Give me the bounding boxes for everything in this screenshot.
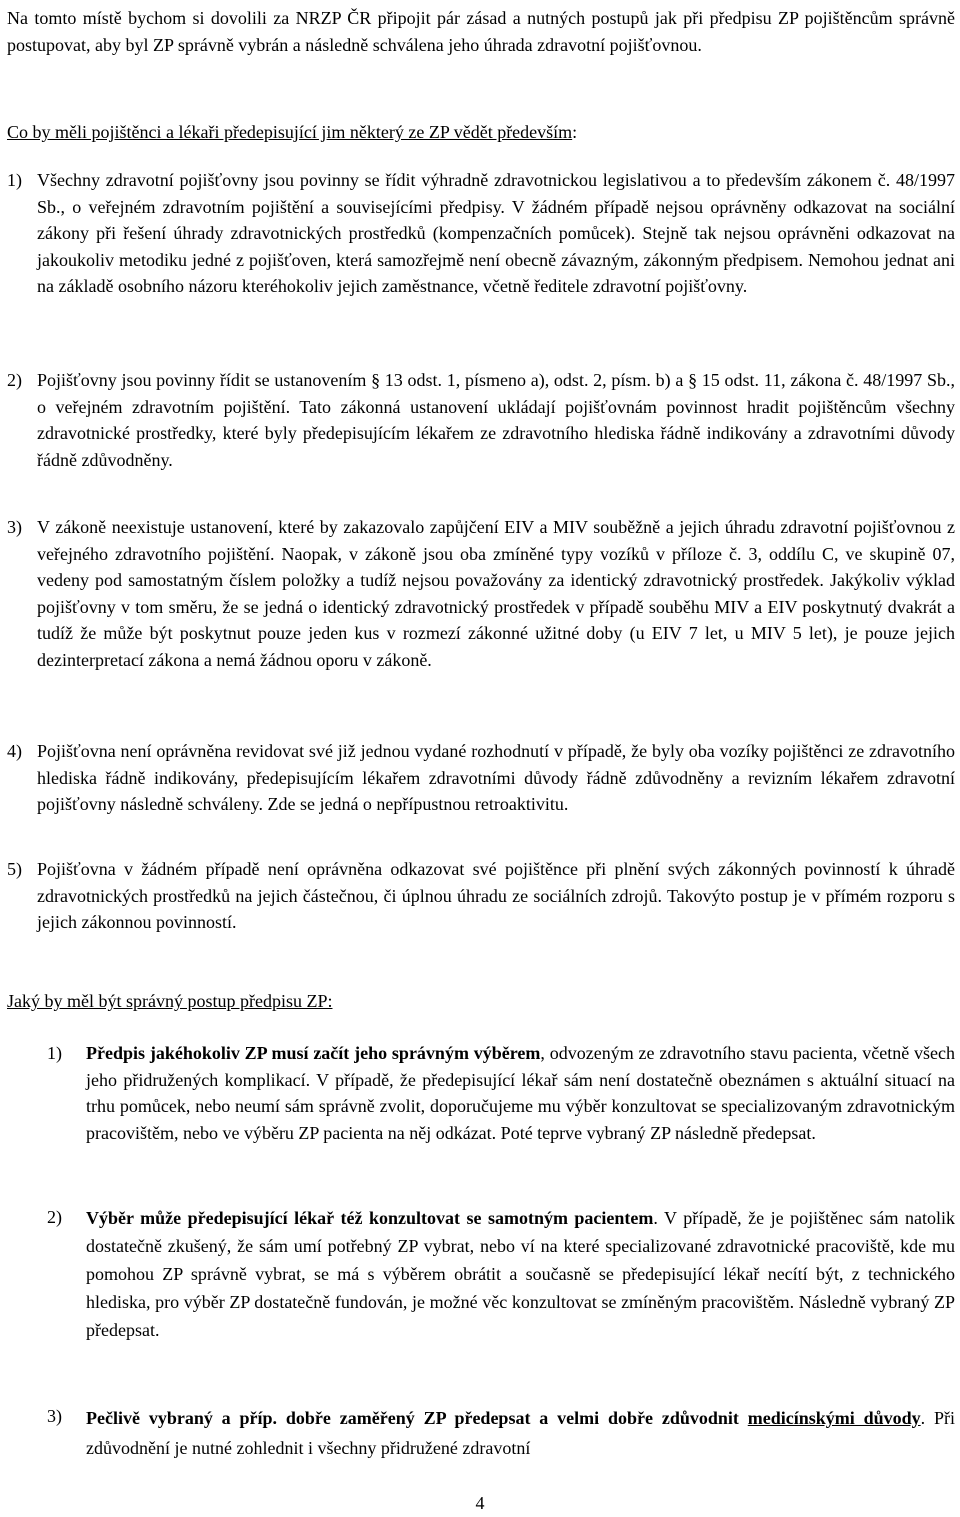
rule-item-label: 2): [7, 370, 22, 390]
section-heading-procedure: Jaký by měl být správný postup předpisu ZP:: [7, 991, 333, 1011]
document-page: [7, 0, 955, 1517]
procedure-item-label: 3): [47, 1406, 62, 1426]
rule-item-text: Pojišťovna v žádném případě není oprávněna odkazovat své pojištěnce při plnění svých zákonných povinností k úhradě zdravotnických prostředků na jejich částečnou, či úplnou úhradu ze sociálních zdrojů. Takovýto postup je v přímém rozporu s jejich zákonnou povinností.: [37, 859, 955, 932]
rule-item-label: 5): [7, 859, 22, 879]
procedure-item-text: [86, 1040, 955, 1146]
rule-item-text: Pojišťovny jsou povinny řídit se ustanovením § 13 odst. 1, písmeno a), odst. 2, písm. b) a § 15 odst. 11, zákona č. 48/1997 Sb., o veřejném zdravotním pojištění. Tato zákonná ustanovení ukládají pojišťovnám povinnost hradit pojištěncům všechny zdravotnické prostředky, které byly předepisujícím lékařem ze zdravotního hlediska řádně indikovány a zdravotními důvody řádně zdůvodněny.: [37, 370, 955, 470]
procedure-item-rest: . Při zdůvodnění je nutné zohlednit i všechny přidružené zdravotní: [86, 1408, 956, 1458]
rule-item-4: [7, 738, 955, 818]
section-heading-rules-colon: :: [572, 122, 578, 142]
section-heading-rules-text: Co by měli pojištěnci a lékaři předepisující jim některý ze ZP vědět především: [7, 122, 573, 142]
section-heading-rules: [7, 119, 955, 146]
procedure-item-bold: Pečlivě vybraný a příp. dobře zaměřený ZP předepsat a velmi dobře zdůvodnit: [86, 1408, 748, 1428]
rule-item-text: Všechny zdravotní pojišťovny jsou povinny se řídit výhradně zdravotnickou legislativou a to především zákonem č. 48/1997 Sb., o veřejném zdravotním pojištění a souvisejícími předpisy. V žádném případě nejsou oprávněny odkazovat na sociální zákony při řešení úhrady zdravotnických prostředků (kompenzačních pomůcek). Stejně tak nejsou oprávněni odkazovat na jakoukoliv metodiku jedné z pojišťoven, která samozřejmě není obecně závazným, zákonným předpisem. Nemohou jednat ani na základě osobního názoru kteréhokoliv jejich zaměstnance, včetně ředitele zdravotní pojišťovny.: [37, 170, 955, 296]
procedure-item-rest: . V případě, že je pojištěnec sám natolik dostatečně zkušený, že sám umí potřebný ZP vybrat, nebo ví na které specializované zdravotnické pracoviště, kde mu pomohou ZP správně vybrat, se má s výběrem obrátit a současně se předepisující lékař necítí být, z technického hlediska, pro výběr ZP dostatečně fundován, je možné věc konzultovat se zmíněným pracovištěm. Následně vybraný ZP předepsat.: [86, 1208, 955, 1340]
procedure-item-label: 1): [47, 1043, 62, 1063]
rule-item-label: 4): [7, 741, 22, 761]
procedure-item-text: [86, 1403, 955, 1463]
procedure-item-3: [47, 1403, 955, 1463]
procedure-item-label: 2): [47, 1207, 62, 1227]
procedure-item-rest: , odvozeným ze zdravotního stavu pacienta, včetně všech jeho přidružených komplikací. V případě, že předepisující lékař sám není dostatečně obeznámen s aktuální situací na trhu pomůcek, nebo neumí sám správně zvolit, doporučujeme mu výběr konzultovat se specializovaným zdravotnickým pracovištěm, nebo ve výběru ZP pacienta na něj odkázat. Poté teprve vybraný ZP následně předepsat.: [86, 1043, 955, 1143]
rule-item-5: [7, 856, 955, 936]
rule-item-label: 3): [7, 517, 22, 537]
rule-item-3: [7, 514, 955, 673]
rule-item-text: Pojišťovna není oprávněna revidovat své již jednou vydané rozhodnutí v případě, že byly oba vozíky pojištěnci ze zdravotního hlediska řádně indikovány, předepisujícím lékařem zdravotními důvody řádně zdůvodněny a revizním lékařem zdravotní pojišťovny následně schváleny. Zde se jedná o nepřípustnou retroaktivitu.: [37, 741, 955, 814]
procedure-item-bold: Výběr může předepisující lékař též konzultovat se samotným pacientem: [86, 1208, 654, 1228]
procedure-item-bold: Předpis jakéhokoliv ZP musí začít jeho správným výběrem: [86, 1043, 541, 1063]
rule-item-1: [7, 167, 955, 300]
rule-item-text: V zákoně neexistuje ustanovení, které by zakazovalo zapůjčení EIV a MIV souběžně a jejich úhradu zdravotní pojišťovnou z veřejného zdravotního pojištění. Naopak, v zákoně jsou oba zmíněné typy vozíků v příloze č. 3, oddílu C, ve skupině 07, vedeny pod samostatným číslem položky a tudíž nejsou považovány za identický zdravotnický prostředek. Jakýkoliv výklad pojišťovny v tom směru, že se jedná o identický zdravotnický prostředek v případě souběhu MIV a EIV poskytnutý dvakrát a tudíž že může být poskytnut pouze jeden kus v rozmezí zákonné užitné doby (u EIV 7 let, u MIV 5 let), je pouze jejich dezinterpretací zákona a nemá žádnou oporu v zákoně.: [37, 517, 955, 670]
page-number: 4: [475, 1493, 485, 1513]
procedure-item-1: [47, 1040, 955, 1146]
procedure-item-2: [47, 1204, 955, 1344]
rule-item-2: [7, 367, 955, 473]
intro-paragraph: Na tomto místě bychom si dovolili za NRZP ČR připojit pár zásad a nutných postupů jak při předpisu ZP pojištěncům správně postupovat, aby byl ZP správně vybrán a následně schválena jeho úhrada zdravotní pojišťovnou.: [7, 8, 955, 55]
procedure-item-bold-underlined: medicínskými důvody: [747, 1408, 921, 1428]
rule-item-label: 1): [7, 170, 22, 190]
procedure-item-text: [86, 1204, 955, 1344]
